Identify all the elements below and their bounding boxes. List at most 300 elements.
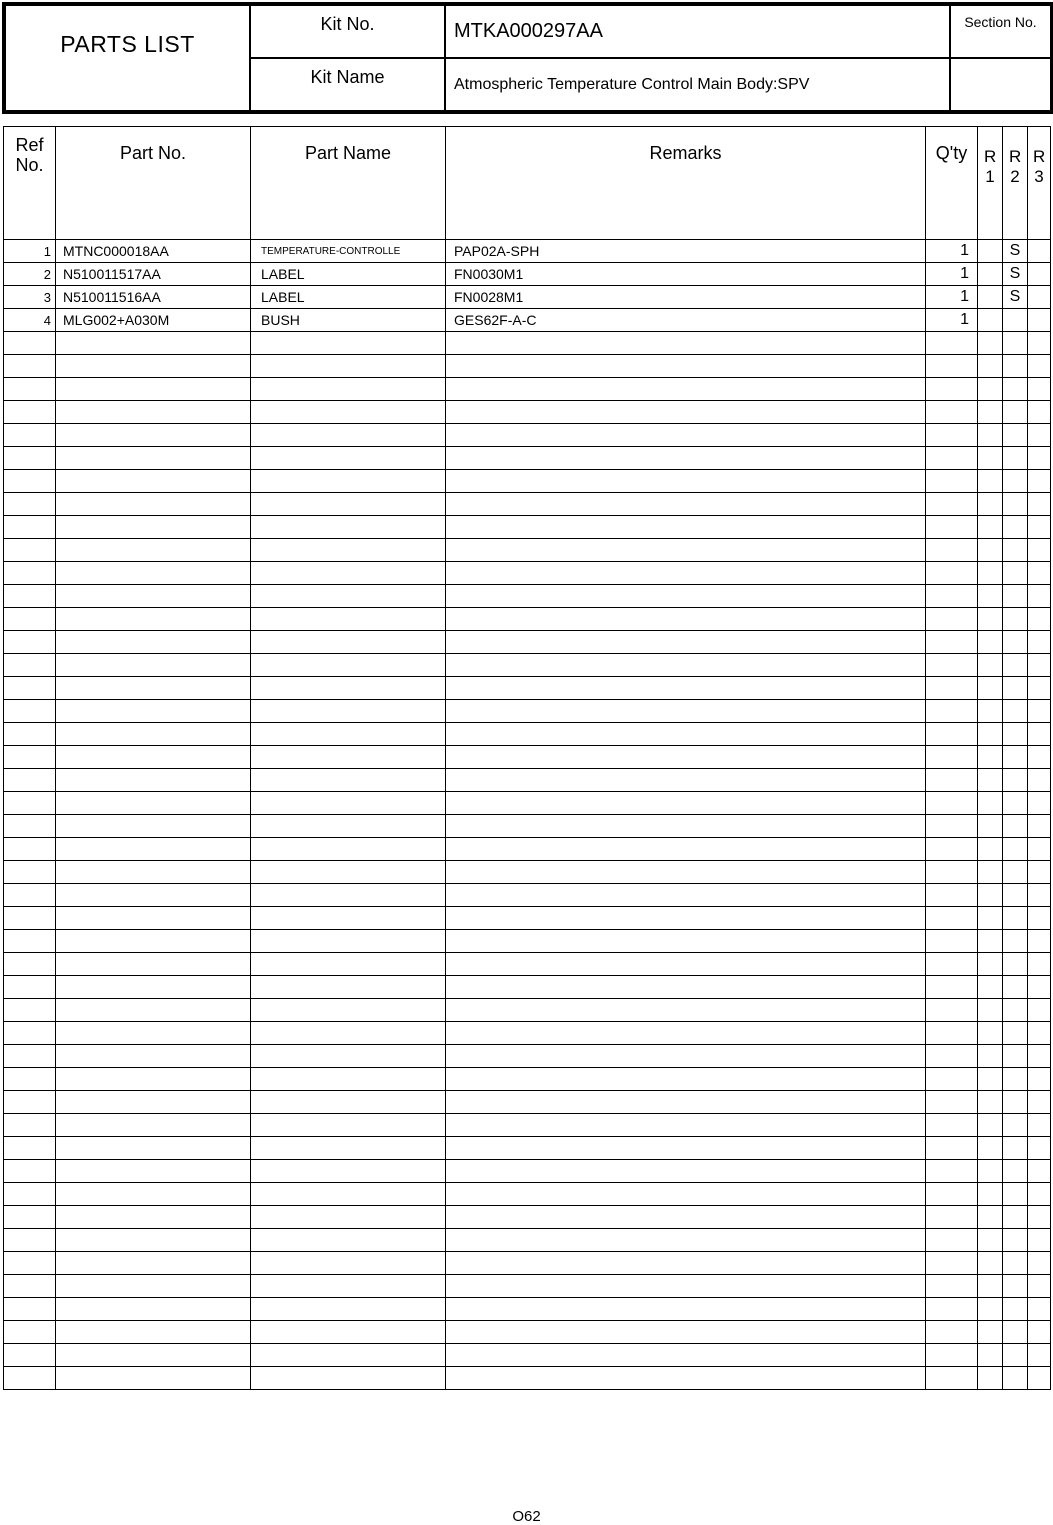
- cell-part-name: [251, 953, 446, 976]
- cell-remarks: FN0028M1: [446, 286, 926, 309]
- cell-part-name: TEMPERATURE-CONTROLLE: [251, 240, 446, 263]
- cell-part-name: [251, 654, 446, 677]
- cell-part-name: [251, 769, 446, 792]
- cell-qty: [926, 861, 978, 884]
- cell-part-name: [251, 1206, 446, 1229]
- empty-table-row: [4, 1206, 1051, 1229]
- cell-r1: [978, 654, 1003, 677]
- cell-part-name: [251, 1229, 446, 1252]
- cell-r3: [1028, 263, 1051, 286]
- cell-r3: [1028, 631, 1051, 654]
- cell-qty: [926, 677, 978, 700]
- col-qty: Q'ty: [926, 127, 978, 240]
- cell-part-no: [56, 378, 251, 401]
- cell-r3: [1028, 286, 1051, 309]
- cell-part-name: [251, 1252, 446, 1275]
- cell-qty: [926, 378, 978, 401]
- cell-ref: [4, 953, 56, 976]
- cell-qty: [926, 1321, 978, 1344]
- cell-remarks: [446, 355, 926, 378]
- cell-r2: [1003, 815, 1028, 838]
- cell-ref: [4, 332, 56, 355]
- cell-r1: [978, 930, 1003, 953]
- cell-qty: [926, 1367, 978, 1390]
- cell-part-name: [251, 884, 446, 907]
- cell-r1: [978, 769, 1003, 792]
- cell-part-no: [56, 976, 251, 999]
- empty-table-row: [4, 792, 1051, 815]
- cell-part-no: [56, 654, 251, 677]
- cell-r2: [1003, 1160, 1028, 1183]
- col-r2-label: R 2: [1009, 147, 1022, 186]
- cell-r2: [1003, 470, 1028, 493]
- cell-remarks: [446, 677, 926, 700]
- cell-qty: [926, 1114, 978, 1137]
- empty-table-row: [4, 1091, 1051, 1114]
- cell-part-no: [56, 999, 251, 1022]
- cell-r3: [1028, 723, 1051, 746]
- empty-table-row: [4, 1183, 1051, 1206]
- cell-part-name: [251, 930, 446, 953]
- cell-part-no: [56, 700, 251, 723]
- cell-r2: [1003, 1367, 1028, 1390]
- cell-r3: [1028, 884, 1051, 907]
- cell-r2: [1003, 424, 1028, 447]
- cell-r1: [978, 700, 1003, 723]
- empty-table-row: [4, 355, 1051, 378]
- cell-part-name: [251, 470, 446, 493]
- empty-table-row: [4, 401, 1051, 424]
- cell-qty: [926, 769, 978, 792]
- cell-part-no: [56, 884, 251, 907]
- cell-r3: [1028, 976, 1051, 999]
- cell-qty: [926, 907, 978, 930]
- cell-ref: [4, 516, 56, 539]
- empty-table-row: [4, 953, 1051, 976]
- cell-part-no: [56, 838, 251, 861]
- cell-ref: [4, 1137, 56, 1160]
- empty-table-row: [4, 1137, 1051, 1160]
- cell-r3: [1028, 447, 1051, 470]
- cell-r3: [1028, 1206, 1051, 1229]
- cell-ref: [4, 654, 56, 677]
- empty-table-row: [4, 1321, 1051, 1344]
- cell-r2: [1003, 1321, 1028, 1344]
- cell-part-no: [56, 1206, 251, 1229]
- cell-ref: [4, 401, 56, 424]
- cell-part-no: [56, 1160, 251, 1183]
- cell-r2: [1003, 585, 1028, 608]
- cell-ref: [4, 677, 56, 700]
- cell-part-name: [251, 815, 446, 838]
- cell-r3: [1028, 378, 1051, 401]
- cell-r3: [1028, 1045, 1051, 1068]
- cell-r2: [1003, 700, 1028, 723]
- cell-remarks: [446, 1275, 926, 1298]
- cell-ref: [4, 585, 56, 608]
- cell-r1: [978, 1252, 1003, 1275]
- cell-ref: [4, 608, 56, 631]
- cell-part-no: [56, 1045, 251, 1068]
- cell-part-name: [251, 792, 446, 815]
- cell-r2: [1003, 516, 1028, 539]
- empty-table-row: [4, 700, 1051, 723]
- cell-ref: [4, 838, 56, 861]
- cell-r1: [978, 263, 1003, 286]
- cell-qty: 1: [926, 286, 978, 309]
- cell-r1: [978, 1160, 1003, 1183]
- document-title: PARTS LIST: [4, 4, 250, 112]
- cell-part-name: [251, 447, 446, 470]
- empty-table-row: [4, 424, 1051, 447]
- cell-qty: [926, 999, 978, 1022]
- cell-r3: [1028, 516, 1051, 539]
- cell-r2: [1003, 907, 1028, 930]
- cell-r2: [1003, 447, 1028, 470]
- cell-r1: [978, 1298, 1003, 1321]
- cell-r3: [1028, 332, 1051, 355]
- cell-part-name: [251, 378, 446, 401]
- cell-r1: [978, 608, 1003, 631]
- cell-part-no: [56, 1229, 251, 1252]
- cell-qty: [926, 355, 978, 378]
- column-header-row: [4, 127, 1051, 240]
- empty-table-row: [4, 608, 1051, 631]
- cell-qty: [926, 700, 978, 723]
- cell-remarks: [446, 1321, 926, 1344]
- col-r1: [978, 127, 1003, 240]
- col-ref-no: [4, 127, 56, 240]
- cell-qty: [926, 838, 978, 861]
- empty-table-row: [4, 746, 1051, 769]
- cell-r2: [1003, 838, 1028, 861]
- cell-qty: 1: [926, 240, 978, 263]
- cell-r3: [1028, 1114, 1051, 1137]
- cell-r2: [1003, 1229, 1028, 1252]
- cell-r1: [978, 470, 1003, 493]
- cell-r1: [978, 1137, 1003, 1160]
- cell-ref: [4, 999, 56, 1022]
- cell-r1: [978, 792, 1003, 815]
- cell-remarks: [446, 838, 926, 861]
- cell-remarks: [446, 746, 926, 769]
- cell-r2: [1003, 792, 1028, 815]
- cell-ref: [4, 631, 56, 654]
- cell-part-name: LABEL: [251, 263, 446, 286]
- cell-remarks: [446, 792, 926, 815]
- col-part-name: Part Name: [251, 127, 446, 240]
- cell-remarks: [446, 1091, 926, 1114]
- cell-ref: [4, 1321, 56, 1344]
- cell-r2: [1003, 930, 1028, 953]
- cell-ref: [4, 792, 56, 815]
- cell-r1: [978, 424, 1003, 447]
- cell-part-no: [56, 815, 251, 838]
- cell-remarks: [446, 1022, 926, 1045]
- cell-part-no: [56, 562, 251, 585]
- cell-r2: [1003, 631, 1028, 654]
- cell-qty: [926, 585, 978, 608]
- empty-table-row: [4, 677, 1051, 700]
- cell-remarks: [446, 884, 926, 907]
- cell-part-name: [251, 585, 446, 608]
- cell-part-name: [251, 999, 446, 1022]
- cell-remarks: [446, 470, 926, 493]
- section-no-label: Section No.: [950, 4, 1052, 58]
- page-number: O62: [512, 1508, 541, 1525]
- cell-ref: [4, 930, 56, 953]
- cell-r1: [978, 493, 1003, 516]
- cell-qty: [926, 470, 978, 493]
- cell-r1: [978, 378, 1003, 401]
- cell-qty: [926, 884, 978, 907]
- cell-r2: S: [1003, 240, 1028, 263]
- cell-r1: [978, 999, 1003, 1022]
- table-row: [4, 240, 1051, 263]
- cell-remarks: [446, 1298, 926, 1321]
- col-r2: [1003, 127, 1028, 240]
- cell-r3: [1028, 930, 1051, 953]
- cell-part-no: [56, 608, 251, 631]
- empty-table-row: [4, 539, 1051, 562]
- cell-qty: [926, 1298, 978, 1321]
- cell-part-name: [251, 1160, 446, 1183]
- cell-r3: [1028, 562, 1051, 585]
- cell-part-name: [251, 1183, 446, 1206]
- cell-part-no: [56, 1183, 251, 1206]
- cell-remarks: [446, 539, 926, 562]
- cell-part-no: [56, 585, 251, 608]
- cell-part-no: [56, 401, 251, 424]
- cell-r3: [1028, 1068, 1051, 1091]
- cell-qty: 1: [926, 309, 978, 332]
- col-remarks: Remarks: [446, 127, 926, 240]
- cell-r3: [1028, 608, 1051, 631]
- empty-table-row: [4, 562, 1051, 585]
- cell-qty: [926, 1275, 978, 1298]
- cell-part-no: [56, 1022, 251, 1045]
- empty-table-row: [4, 332, 1051, 355]
- cell-r1: [978, 631, 1003, 654]
- cell-part-no: [56, 1344, 251, 1367]
- cell-qty: [926, 1068, 978, 1091]
- cell-part-name: [251, 1367, 446, 1390]
- cell-remarks: PAP02A-SPH: [446, 240, 926, 263]
- cell-r3: [1028, 1022, 1051, 1045]
- cell-r1: [978, 677, 1003, 700]
- empty-table-row: [4, 516, 1051, 539]
- cell-r1: [978, 1114, 1003, 1137]
- cell-r1: [978, 332, 1003, 355]
- empty-table-row: [4, 585, 1051, 608]
- empty-table-row: [4, 1252, 1051, 1275]
- cell-r2: [1003, 355, 1028, 378]
- empty-table-row: [4, 1229, 1051, 1252]
- cell-qty: [926, 792, 978, 815]
- cell-r3: [1028, 769, 1051, 792]
- cell-remarks: [446, 700, 926, 723]
- cell-r2: [1003, 677, 1028, 700]
- cell-part-name: [251, 677, 446, 700]
- cell-remarks: [446, 1206, 926, 1229]
- cell-remarks: [446, 585, 926, 608]
- kit-name-label: Kit Name: [250, 58, 445, 112]
- cell-r1: [978, 1321, 1003, 1344]
- cell-part-name: [251, 516, 446, 539]
- cell-r1: [978, 723, 1003, 746]
- empty-table-row: [4, 815, 1051, 838]
- cell-remarks: [446, 769, 926, 792]
- cell-r2: [1003, 884, 1028, 907]
- cell-r2: [1003, 1137, 1028, 1160]
- cell-part-name: [251, 562, 446, 585]
- cell-part-no: [56, 516, 251, 539]
- cell-qty: [926, 332, 978, 355]
- cell-ref: [4, 884, 56, 907]
- cell-qty: [926, 976, 978, 999]
- cell-qty: [926, 608, 978, 631]
- cell-qty: [926, 1183, 978, 1206]
- cell-part-no: [56, 907, 251, 930]
- cell-r3: [1028, 1229, 1051, 1252]
- cell-r2: [1003, 1206, 1028, 1229]
- cell-qty: [926, 516, 978, 539]
- cell-part-no: [56, 332, 251, 355]
- cell-r1: [978, 815, 1003, 838]
- cell-r1: [978, 907, 1003, 930]
- cell-part-no: [56, 1114, 251, 1137]
- cell-r1: [978, 1344, 1003, 1367]
- cell-r2: [1003, 1183, 1028, 1206]
- cell-ref: [4, 470, 56, 493]
- cell-r3: [1028, 585, 1051, 608]
- cell-part-name: [251, 1321, 446, 1344]
- cell-r3: [1028, 1367, 1051, 1390]
- empty-table-row: [4, 1022, 1051, 1045]
- cell-part-name: LABEL: [251, 286, 446, 309]
- cell-part-name: [251, 700, 446, 723]
- cell-qty: [926, 493, 978, 516]
- cell-part-no: [56, 677, 251, 700]
- cell-ref: [4, 355, 56, 378]
- cell-r2: [1003, 562, 1028, 585]
- cell-remarks: [446, 930, 926, 953]
- cell-r3: [1028, 1183, 1051, 1206]
- cell-r1: [978, 1022, 1003, 1045]
- empty-table-row: [4, 654, 1051, 677]
- empty-table-row: [4, 769, 1051, 792]
- cell-r2: [1003, 378, 1028, 401]
- cell-ref: 3: [4, 286, 56, 309]
- empty-table-row: [4, 470, 1051, 493]
- empty-table-row: [4, 493, 1051, 516]
- cell-remarks: [446, 1344, 926, 1367]
- cell-remarks: [446, 1045, 926, 1068]
- empty-table-row: [4, 1344, 1051, 1367]
- cell-part-name: [251, 631, 446, 654]
- cell-remarks: [446, 861, 926, 884]
- cell-remarks: [446, 1367, 926, 1390]
- cell-ref: [4, 769, 56, 792]
- empty-table-row: [4, 723, 1051, 746]
- empty-table-row: [4, 1298, 1051, 1321]
- cell-r1: [978, 1275, 1003, 1298]
- cell-ref: [4, 815, 56, 838]
- col-r1-label: R 1: [984, 147, 997, 186]
- empty-table-row: [4, 930, 1051, 953]
- cell-part-name: [251, 1137, 446, 1160]
- cell-part-no: MLG002+A030M: [56, 309, 251, 332]
- cell-r1: [978, 401, 1003, 424]
- cell-r3: [1028, 355, 1051, 378]
- cell-part-name: BUSH: [251, 309, 446, 332]
- cell-qty: [926, 424, 978, 447]
- cell-part-no: N510011516AA: [56, 286, 251, 309]
- cell-qty: [926, 631, 978, 654]
- cell-part-name: [251, 1114, 446, 1137]
- cell-part-name: [251, 1022, 446, 1045]
- cell-r1: [978, 1229, 1003, 1252]
- cell-r1: [978, 562, 1003, 585]
- cell-part-no: [56, 1298, 251, 1321]
- cell-ref: [4, 424, 56, 447]
- cell-r1: [978, 1045, 1003, 1068]
- cell-remarks: GES62F-A-C: [446, 309, 926, 332]
- cell-ref: [4, 539, 56, 562]
- cell-ref: [4, 746, 56, 769]
- empty-table-row: [4, 1068, 1051, 1091]
- cell-ref: [4, 1160, 56, 1183]
- cell-qty: [926, 1229, 978, 1252]
- cell-r3: [1028, 1344, 1051, 1367]
- cell-r3: [1028, 1321, 1051, 1344]
- cell-r2: [1003, 953, 1028, 976]
- cell-r3: [1028, 838, 1051, 861]
- cell-r1: [978, 1091, 1003, 1114]
- cell-qty: [926, 447, 978, 470]
- cell-qty: [926, 1137, 978, 1160]
- cell-ref: [4, 447, 56, 470]
- cell-r3: [1028, 1137, 1051, 1160]
- cell-ref: [4, 493, 56, 516]
- cell-ref: [4, 907, 56, 930]
- cell-r3: [1028, 424, 1051, 447]
- cell-ref: [4, 1068, 56, 1091]
- empty-table-row: [4, 999, 1051, 1022]
- cell-remarks: [446, 815, 926, 838]
- cell-part-no: [56, 1068, 251, 1091]
- parts-table: [3, 126, 1051, 1390]
- cell-part-no: [56, 769, 251, 792]
- cell-r2: [1003, 746, 1028, 769]
- cell-r1: [978, 1206, 1003, 1229]
- cell-part-no: [56, 792, 251, 815]
- cell-r1: [978, 447, 1003, 470]
- cell-part-no: MTNC000018AA: [56, 240, 251, 263]
- cell-part-name: [251, 838, 446, 861]
- cell-part-name: [251, 723, 446, 746]
- cell-part-no: [56, 861, 251, 884]
- cell-part-name: [251, 976, 446, 999]
- col-r3-label: R 3: [1033, 147, 1046, 186]
- empty-table-row: [4, 976, 1051, 999]
- cell-qty: [926, 930, 978, 953]
- cell-qty: [926, 1160, 978, 1183]
- cell-r3: [1028, 1275, 1051, 1298]
- cell-remarks: [446, 401, 926, 424]
- cell-remarks: FN0030M1: [446, 263, 926, 286]
- table-row: [4, 263, 1051, 286]
